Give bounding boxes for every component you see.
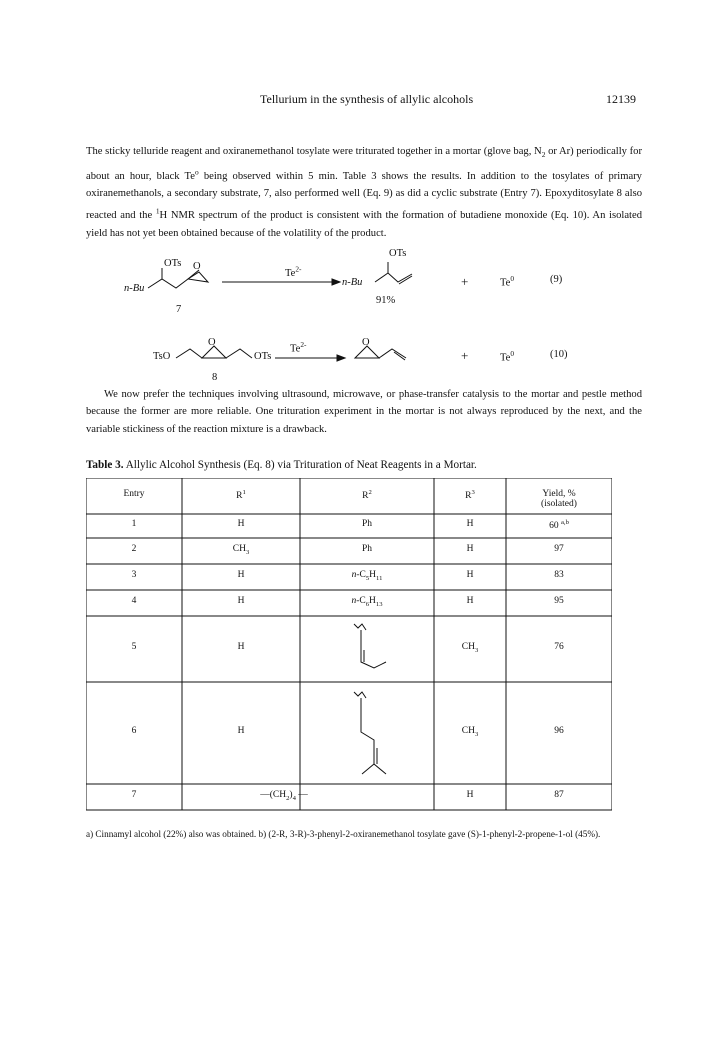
header-r2: $R^2$ [362, 489, 372, 502]
eq9-plus: + [461, 274, 469, 289]
eq9-substituent-label: n-Bu [124, 283, 145, 294]
eq10-epoxide-o-label: O [208, 337, 216, 348]
cell-yield: 60 $^{a,b}$ [549, 519, 569, 532]
eq9-label: (9) [550, 274, 563, 285]
eq9-epoxide-o-label: O [193, 261, 201, 272]
cell-entry: 3 [131, 570, 137, 580]
page-number: 12139 [606, 92, 636, 106]
cell-yield: 83 [554, 570, 564, 580]
table-caption [86, 459, 477, 471]
header-r3: $R^3$ [465, 489, 475, 502]
header-entry: Entry [123, 489, 145, 499]
entry6-branch [362, 764, 374, 774]
cell-entry: 5 [131, 642, 137, 652]
eq9-product-substituent-label: n-Bu [342, 277, 363, 288]
cell-r1: H [237, 726, 245, 736]
eq10-label: (10) [550, 349, 568, 360]
cell-entry: 2 [131, 544, 137, 554]
table-caption-text: Allylic Alcohol Synthesis (Eq. 8) via Trituration of Neat Reagents in a Mortar. [125, 459, 477, 471]
compound-8-label: 8 [212, 372, 218, 383]
cell-entry: 7 [131, 790, 137, 800]
eq10-plus: + [461, 348, 469, 363]
cell-r1: $CH_3$ [232, 544, 250, 556]
cell-r2: $n-C_5H_{11}$ [351, 570, 383, 582]
cell-yield: 96 [554, 726, 564, 736]
cell-r2: Ph [361, 544, 373, 554]
eq9-byproduct: Te$^0$ [500, 274, 515, 289]
cell-r1: H [237, 642, 245, 652]
eq10-left-chain [176, 349, 202, 358]
cell-entry: 1 [131, 519, 137, 529]
entry6-chain [361, 698, 386, 774]
cell-r1: H [237, 519, 245, 529]
cell-entry: 4 [131, 596, 137, 606]
eq10-product-o-label: O [362, 337, 370, 348]
header-r1: $R^1$ [236, 489, 246, 502]
running-title: Tellurium in the synthesis of allylic alcohols [260, 92, 474, 106]
cell-yield: 87 [554, 790, 564, 800]
cell-r3: H [466, 544, 474, 554]
cell-r1-r2: $—(CH_2)_4$ — [260, 790, 308, 802]
entry5-wavy-bond [354, 624, 366, 630]
cell-entry: 6 [131, 726, 137, 736]
table-footnote: a) Cinnamyl alcohol (22%) also was obtained. b) (2-R, 3-R)-3-phenyl-2-oxiranemethanol tosylate gave (S)-1-phenyl-2-propene-1-ol (45%). [86, 829, 601, 839]
eq10-product-vinyl [379, 349, 406, 358]
cell-r3: $CH_3$ [461, 726, 479, 738]
cell-r3: H [466, 596, 474, 606]
eq10-byproduct: Te$^0$ [500, 349, 515, 364]
eq10-reagent-label: $Te^{2-}$ [290, 340, 307, 355]
eq9-reagent-text: $Te^{2-}$ [285, 264, 302, 279]
eq9-substrate-chain [148, 279, 188, 288]
compound-7-label: 7 [176, 304, 182, 315]
paragraph-1-text: The sticky telluride reagent and oxiranemethanol tosylate were triturated together in a mortar (glove bag, $N_2$ or Ar) periodically for about an hour, black Te$^o$ being observed within 5 min. Table 3 shows the results. In addition to the tosylates of primary oxiranemethanols, a secondary substrate, 7, also performed well (Eq. 9) as did a cyclic substrate (Entry 7). Epoxyditosylate 8 also reacted and the $^1$H NMR spectrum of the product is consistent with the formation of butadiene monoxide (Eq. 10). An isolated yield has not yet been obtained because of the volatility of the product. [86, 146, 642, 239]
reaction-scheme [0, 0, 720, 400]
cell-r3: H [466, 790, 474, 800]
cell-yield: 95 [554, 596, 564, 606]
eq10-ots-label: OTs [254, 351, 272, 362]
eq9-product-chain [375, 273, 412, 282]
eq9-ots-label: OTs [164, 258, 182, 269]
cell-r2: Ph [361, 519, 373, 529]
cell-r3: H [466, 519, 474, 529]
cell-yield: 97 [554, 544, 564, 554]
eq9-reagent-label [285, 264, 301, 279]
cell-r3: H [466, 570, 474, 580]
cell-yield: 76 [554, 642, 564, 652]
eq9-product-ots-label: OTs [389, 248, 407, 259]
cell-r1: H [237, 596, 245, 606]
eq10-right-chain [226, 349, 252, 358]
cell-r3: $CH_3$ [461, 642, 479, 654]
entry6-wavy-bond [354, 692, 366, 698]
body-paragraph-2: We now prefer the techniques involving ultrasound, microwave, or phase-transfer catalysis to the mortar and pestle method because the former are more reliable. One trituration experiment in the mortar is not always reproduced by the next, and the variable stickiness of the reaction mixture is a drawback. [86, 389, 642, 435]
eq10-tso-label: TsO [153, 351, 171, 362]
eq10-arrow-head [337, 355, 345, 361]
eq9-arrow-head [332, 279, 340, 285]
header-yield: Yield, % (isolated) [541, 489, 577, 509]
cell-r1: H [237, 570, 245, 580]
eq9-yield: 91% [376, 295, 396, 306]
cell-r2: $n-C_6H_{13}$ [351, 596, 383, 608]
entry5-isoprenyl [361, 630, 386, 668]
table-caption-label: Table 3. [86, 459, 124, 471]
